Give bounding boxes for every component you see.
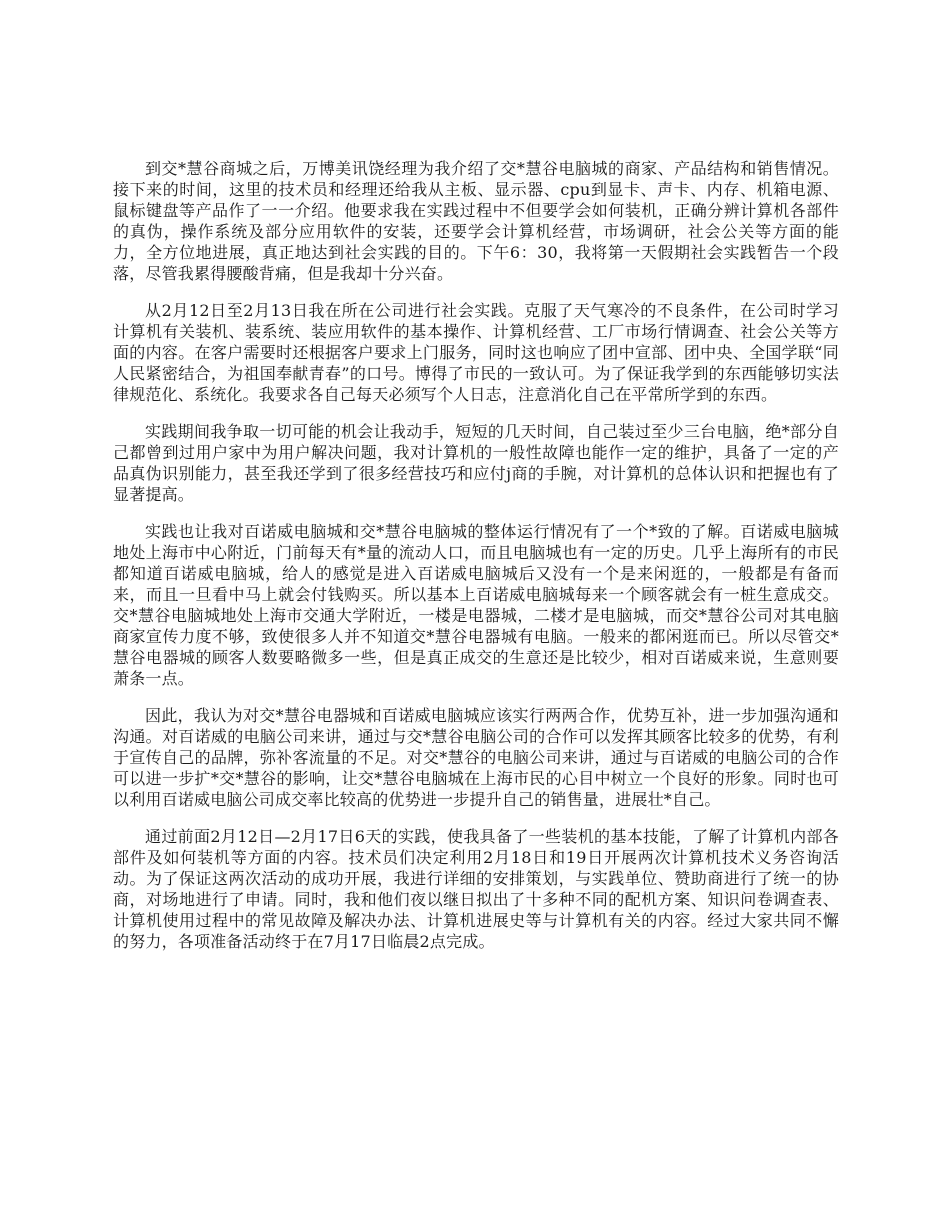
document-body — [113, 158, 839, 968]
paragraph-2: 从2月12日至2月13日我在所在公司进行社会实践。克服了天气寒冷的不良条件，在公司时学习计算机有关装机、装系统、装应用软件的基本操作、计算机经营、工厂市场行情调查、社会公关等方面的内容。在客户需要时还根据客户要求上门服务，同时这也响应了团中宣部、团中央、全国学联“同人民紧密结合，为祖国奉献青春”的口号。博得了市民的一致认可。为了保证我学到的东西能够切实法律规范化、系统化。我要求各自己每天必须写个人日志，注意消化自己在平常所学到的东西。 — [113, 301, 839, 404]
paragraph-5: 因此，我认为对交*慧谷电器城和百诺威电脑城应该实行两两合作，优势互补，进一步加强沟通和沟通。对百诺威的电脑公司来讲，通过与交*慧谷电脑公司的合作可以发挥其顾客比较多的优势，有利于宣传自己的品牌，弥补客流量的不足。对交*慧谷的电脑公司来讲，通过与百诺威的电脑公司的合作可以进一步扩*交*慧谷的影响，让交*慧谷电脑城在上海市民的心目中树立一个良好的形象。同时也可以利用百诺威电脑公司成交率比较高的优势进一步提升自己的销售量，进展壮*自己。 — [113, 706, 839, 809]
paragraph-3: 实践期间我争取一切可能的机会让我动手，短短的几天时间，自己装过至少三台电脑，绝*部分自己都曾到过用户家中为用户解决问题，我对计算机的一般性故障也能作一定的维护，具备了一定的产品真伪识别能力，甚至我还学到了很多经营技巧和应付j商的手腕，对计算机的总体认识和把握也有了显著提高。 — [113, 422, 839, 504]
paragraph-4: 实践也让我对百诺威电脑城和交*慧谷电脑城的整体运行情况有了一个*致的了解。百诺威电脑城地处上海市中心附近，门前每天有*量的流动人口，而且电脑城也有一定的历史。几乎上海所有的市民都知道百诺威电脑城，给人的感觉是进入百诺威电脑城后又没有一个是来闲逛的，一般都是有备而来，而且一旦看中马上就会付钱购买。所以基本上百诺威电脑城每来一个顾客就会有一桩生意成交。交*慧谷电脑城地处上海市交通大学附近，一楼是电器城，二楼才是电脑城，而交*慧谷公司对其电脑商家宣传力度不够，致使很多人并不知道交*慧谷电器城有电脑。一般来的都闲逛而已。所以尽管交*慧谷电器城的顾客人数要略微多一些，但是真正成交的生意还是比较少，相对百诺威来说，生意则要萧条一点。 — [113, 522, 839, 688]
paragraph-6: 通过前面2月12日—2月17日6天的实践，使我具备了一些装机的基本技能，了解了计算机内部各部件及如何装机等方面的内容。技术员们决定利用2月18日和19日开展两次计算机技术义务咨询活动。为了保证这两次活动的成功开展，我进行详细的安排策划，与实践单位、赞助商进行了统一的协商，对场地进行了申请。同时，我和他们夜以继日拟出了十多种不同的配机方案、知识问卷调查表、计算机使用过程中的常见故障及解决办法、计算机进展史等与计算机有关的内容。经过大家共同不懈的努力，各项准备活动终于在7月17日临晨2点完成。 — [113, 827, 839, 951]
paragraph-1: 到交*慧谷商城之后，万博美讯饶经理为我介绍了交*慧谷电脑城的商家、产品结构和销售情况。接下来的时间，这里的技术员和经理还给我从主板、显示器、cpu到显卡、声卡、内存、机箱电源、鼠标键盘等产品作了一一介绍。他要求我在实践过程中不但要学会如何装机，正确分辨计算机各部件的真伪，操作系统及部分应用软件的安装，还要学会计算机经营，市场调研，社会公关等方面的能力，全方位地进展，真正地达到社会实践的目的。下午6：30，我将第一天假期社会实践暂告一个段落，尽管我累得腰酸背痛，但是我却十分兴奋。 — [113, 159, 839, 283]
